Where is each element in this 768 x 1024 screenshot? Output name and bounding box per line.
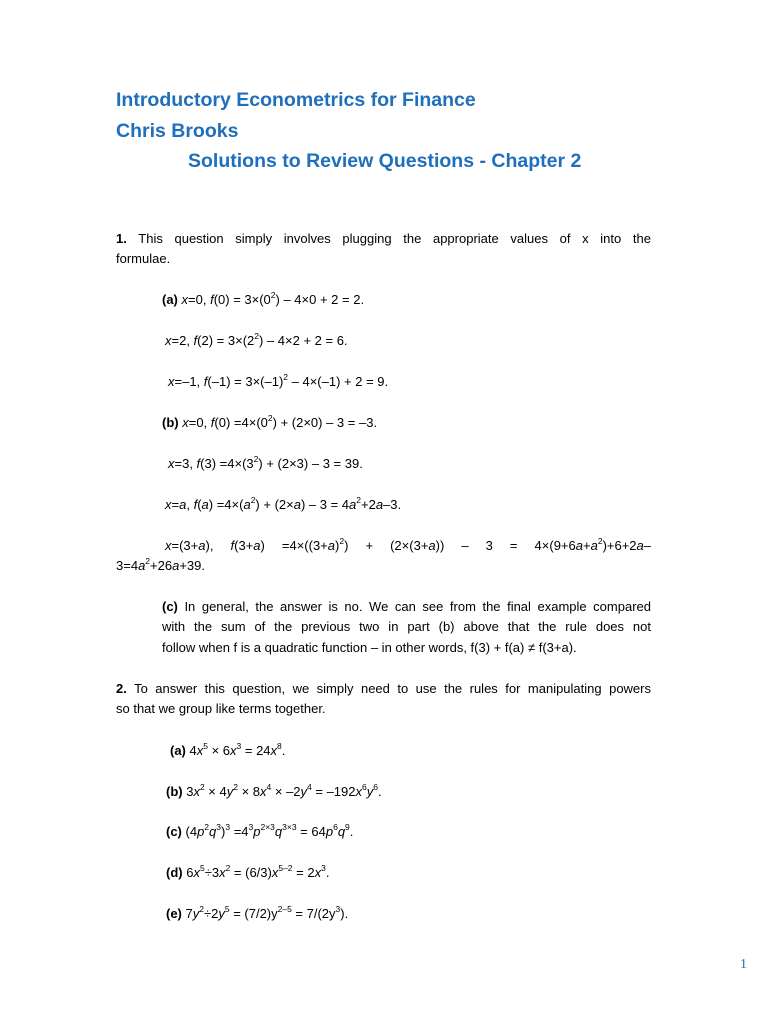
q1-intro-line1 <box>116 229 651 250</box>
q1a-eq1: (a) x=0, $f(0) = 3\times(0^2) - 4\times 0 + 2 = 2$. <box>162 289 365 307</box>
q2b-label: (b) <box>166 784 183 799</box>
q1b-eq2: x=3, $f(3) =4\times(3^2) + (2\times 3) - 3 = 39$. <box>168 453 363 471</box>
page-number: 1 <box>740 957 747 972</box>
book-title: Introductory Econometrics for Finance <box>116 89 476 111</box>
q1b-label: (b) <box>162 415 179 430</box>
q1c-label: (c) <box>162 599 178 614</box>
q1c-line2: with the sum of the previous two in part (b) above that the rule does not <box>162 619 651 634</box>
q1c-line3: follow when f is a quadratic function – in other words, f(3) + f(a) ≠ f(3+a). <box>162 640 577 655</box>
q2d-label: (d) <box>166 865 183 880</box>
q1a-eq2: x=2, $f(2) = 3\times(2^2) - 4\times 2 + 2 = 6$. <box>165 330 348 348</box>
q2-intro-text: To answer this question, we simply need to use the rules for manipulating powers <box>126 681 651 696</box>
chapter-title: Solutions to Review Questions - Chapter 2 <box>188 150 582 172</box>
q2e-eq: (e) $7y^2\div 2y^5 = (7/2)y^{2-5} = 7/(2y^3)$. <box>166 903 349 921</box>
q1c-text-line1: In general, the answer is no. We can see from the final example compared <box>177 599 651 614</box>
q2d-eq: (d) $6x^5\div 3x^2 = (6/3)x^{5-2} = 2x^3$. <box>166 862 330 880</box>
q1a-label: (a) <box>162 292 178 307</box>
q1b-eq3: x=a, $f(a) =4\times(a^2) + (2\times a) - 3 = 4a^2+2a-3$. <box>165 494 402 512</box>
q1-intro-line2: formulae. <box>116 251 171 266</box>
q2a-eq: (a) $4x^5 \times 6x^3 = 24x^8$. <box>170 740 286 758</box>
q2e-label: (e) <box>166 906 182 921</box>
q1-number: 1. <box>116 231 127 246</box>
q2c-eq: (c) $(4p^2q^3)^3 =4^3p^{2\times 3}q^{3\times 3} = 64p^6q^9$. <box>166 821 354 839</box>
q2b-eq: (b) $3x^2 \times 4y^2 \times 8x^4 \times -2y^4 = -192x^6y^6$. <box>166 781 382 799</box>
q2-intro-line2: so that we group like terms together. <box>116 701 326 716</box>
q1b-eq4-line1: x=(3+a), $f(3+a) =4\times((3+a)^2) + (2\times(3+a)) - 3 = 4\times(9+6a+a^2)+6+2a-$ <box>165 535 652 553</box>
q1b-eq1: (b) x=0, $f(0) =4\times(0^2) + (2\times 0) - 3 = -3$. <box>162 412 378 430</box>
q1c-line1 <box>162 597 651 618</box>
q2a-label: (a) <box>170 743 186 758</box>
q1a-eq3: x=–1, $f(-1) = 3\times(-1)^2 - 4\times(-1) + 2 = 9$. <box>168 371 389 389</box>
q2c-label: (c) <box>166 824 182 839</box>
q1-intro-text: This question simply involves plugging the appropriate values of x into the <box>126 231 651 246</box>
q1b-eq4-line2: $3=4a^2+26a+39$. <box>116 555 205 573</box>
q2-number: 2. <box>116 681 127 696</box>
q2-intro-line1 <box>116 679 651 700</box>
author-name: Chris Brooks <box>116 120 239 142</box>
